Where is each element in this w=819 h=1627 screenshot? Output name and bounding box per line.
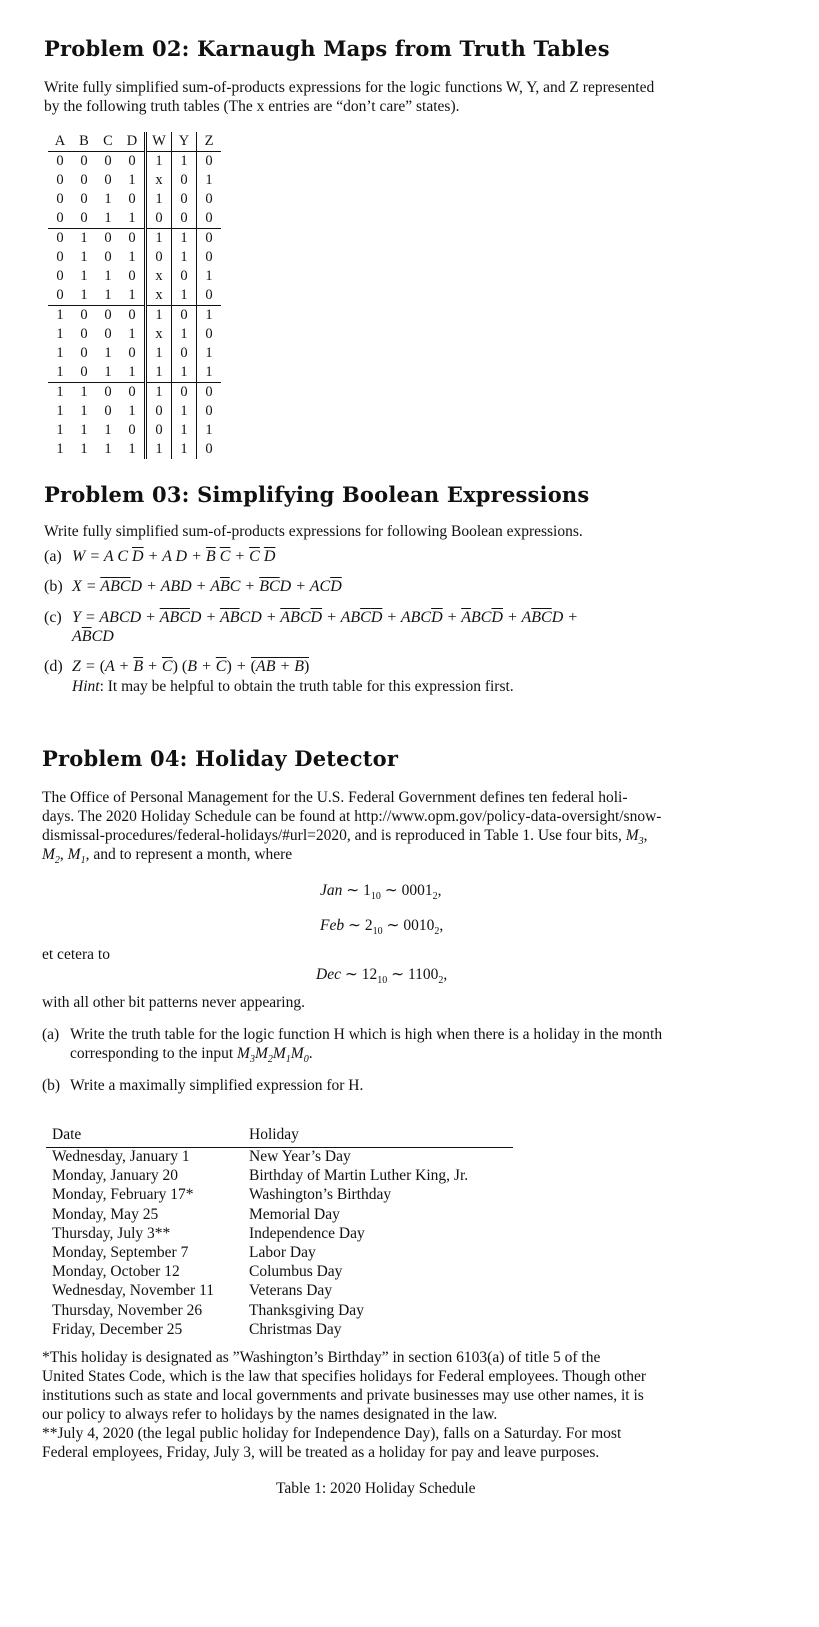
header-cell: Z	[197, 132, 222, 152]
holiday-name: Thanksgiving Day	[249, 1301, 364, 1319]
problem4-item-b	[42, 1076, 363, 1095]
truth-table-cell: 1	[172, 363, 197, 383]
problem4-title: Problem 04: Holiday Detector	[42, 746, 399, 771]
truth-table-cell: 1	[172, 421, 197, 440]
expression-d: $Z = (A + \overline{B} + \overline{C})$ $(B + \overline{C}) + (\overline{AB} + B)$	[72, 658, 310, 675]
header-cell: A	[48, 132, 72, 152]
truth-table-cell: 0	[80, 345, 88, 361]
equation-jan: Jan ∼ $1_{10}$ ∼ $0001_2$,	[320, 882, 442, 903]
eq-month: Dec	[316, 966, 341, 983]
item-label: (c)	[44, 609, 62, 626]
problem4-para-line2: days. The 2020 Holiday Schedule can be found at http://www.opm.gov/policy-data-oversight/snow-	[42, 808, 662, 825]
holiday-name: Columbus Day	[249, 1263, 343, 1281]
footnote-2-line2: Federal employees, Friday, July 3, will be treated as a holiday for pay and leave purposes.	[42, 1444, 600, 1461]
truth-table-row	[48, 344, 221, 363]
problem3-item-c	[44, 608, 578, 628]
problem4-para-line4: $M_2$, $M_1$, and to represent a month, where	[42, 846, 293, 867]
hint-label: Hint	[72, 678, 100, 695]
footnote-2-line1: **July 4, 2020 (the legal public holiday for Independence Day), falls on a Saturday. For most	[42, 1425, 622, 1442]
truth-table-cell: 1	[56, 441, 64, 457]
truth-table-cell: 1	[120, 440, 146, 459]
truth-table-cell: 0	[56, 268, 64, 284]
problem4-item-a-line1	[42, 1025, 662, 1044]
truth-table-cell: 0	[172, 383, 197, 403]
truth-table-cell: 0	[120, 383, 146, 403]
truth-table-cell: 0	[104, 403, 112, 419]
problem3-item-a	[44, 547, 275, 567]
holiday-date: Monday, January 20	[52, 1167, 178, 1185]
truth-table-cell: 0	[172, 306, 197, 326]
truth-table-cell: 0	[205, 249, 213, 265]
truth-table-cell: 1	[104, 364, 112, 380]
item-a-text: Write the truth table for the logic function H which is high when there is a holiday in the month	[70, 1026, 663, 1043]
truth-table-cell: 0	[72, 306, 96, 326]
truth-table-cell: 0	[80, 191, 88, 207]
truth-table-cell: 0	[146, 421, 172, 440]
expression-c: Y = ABCD + $\overline{A}\overline{B}\overline{C}D + \overline{A}\overline{B}CD + \overline{A}\overline{B}C\overline{D} + AB\overline{C}\overline{D} + ABC\overline{D} + \overline{A}BC\overline{D} + A\overline{B}\overline{C}D$ +	[72, 609, 579, 626]
holiday-row	[46, 1167, 513, 1186]
problem3-hint	[72, 677, 514, 697]
header-cell: W	[146, 132, 172, 152]
holiday-date: Wednesday, November 11	[52, 1282, 215, 1300]
truth-table-cell: 0	[56, 210, 64, 226]
truth-table-cell: 1	[56, 422, 64, 438]
item-label: (b)	[44, 578, 63, 595]
eq-bin: 0010	[403, 917, 435, 934]
truth-table-row	[48, 209, 221, 229]
truth-table-cell: 1	[146, 440, 172, 459]
truth-table-cell: 1	[104, 191, 112, 207]
et-cetera: et cetera to	[42, 946, 110, 963]
truth-table-cell: 0	[172, 344, 197, 363]
holiday-name: Veterans Day	[249, 1282, 333, 1300]
truth-table-cell: 0	[120, 421, 146, 440]
truth-table-cell: 0	[205, 403, 213, 419]
holiday-row	[46, 1225, 513, 1244]
truth-table-row	[48, 286, 221, 306]
holiday-date: Thursday, July 3**	[52, 1224, 171, 1242]
holiday-date: Wednesday, January 1	[52, 1148, 190, 1165]
truth-table-cell: 0	[80, 326, 88, 342]
holiday-name: Birthday of Martin Luther King, Jr.	[249, 1167, 469, 1185]
truth-table-cell: 1	[56, 345, 64, 361]
truth-table-cell: 1	[172, 325, 197, 344]
truth-table-cell: 1	[104, 287, 112, 303]
truth-table-cell: 0	[205, 287, 213, 303]
truth-table-cell: 1	[72, 229, 96, 249]
truth-table	[48, 132, 221, 459]
never-appearing: with all other bit patterns never appearing.	[42, 994, 305, 1011]
holiday-row	[46, 1282, 513, 1301]
eq-month: Jan	[320, 882, 343, 899]
truth-table-cell: 0	[197, 383, 222, 403]
truth-table-cell: 0	[56, 287, 64, 303]
truth-table-cell: 1	[146, 306, 172, 326]
truth-table-cell: 1	[104, 422, 112, 438]
truth-table-cell: 0	[172, 267, 197, 286]
truth-table-cell: 1	[80, 287, 88, 303]
truth-table-cell: 0	[205, 153, 213, 169]
truth-table-row	[48, 229, 221, 249]
holiday-date: Monday, October 12	[52, 1263, 180, 1281]
problem2-intro-line1: Write fully simplified sum-of-products expressions for the logic functions W, Y, and Z represented	[44, 79, 655, 96]
truth-table-cell: 1	[120, 325, 146, 344]
truth-table-cell: 0	[146, 248, 172, 267]
truth-table-cell: 0	[80, 172, 88, 188]
para-text: and to represent a month, where	[93, 846, 293, 863]
truth-table-cell: 0	[146, 209, 172, 229]
truth-table-cell: 1	[172, 248, 197, 267]
header-date: Date	[52, 1126, 82, 1143]
bit-m3: $M_3$	[625, 827, 644, 848]
truth-table-cell: x	[146, 171, 172, 190]
truth-table-header	[48, 132, 221, 152]
eq-dec: 1	[363, 882, 371, 899]
header-cell: B	[72, 132, 96, 152]
truth-table-cell: 1	[80, 422, 88, 438]
truth-table-cell: 1	[104, 345, 112, 361]
truth-table-cell: 0	[120, 152, 146, 172]
item-a-text2: corresponding to the input	[70, 1045, 238, 1062]
truth-table-cell: 0	[56, 153, 64, 169]
header-cell: Y	[172, 132, 197, 152]
truth-table-cell: 0	[80, 210, 88, 226]
truth-table-cell: 1	[56, 364, 64, 380]
item-label: (a)	[42, 1026, 60, 1043]
truth-table-cell: 0	[172, 171, 197, 190]
holiday-name: New Year’s Day	[249, 1148, 351, 1165]
truth-table-cell: 0	[172, 190, 197, 209]
truth-table-cell: 0	[104, 326, 112, 342]
footnote-1-line3: institutions such as state and local governments and private businesses may use other names, it is	[42, 1387, 644, 1404]
truth-table-cell: 0	[197, 229, 222, 249]
truth-table-cell: 0	[120, 306, 146, 326]
truth-table-cell: 1	[172, 402, 197, 421]
truth-table-cell: 1	[120, 209, 146, 229]
truth-table-cell: 1	[120, 363, 146, 383]
truth-table-row	[48, 152, 221, 172]
truth-table-cell: 1	[120, 286, 146, 306]
problem3-item-b	[44, 577, 342, 597]
expression-b: $X = \overline{A}\overline{B}\overline{C}D$ + ABD + $A\overline{B}C + \overline{B}\overline{C}D + AC\overline{D}$	[72, 578, 342, 595]
holiday-date: Friday, December 25	[52, 1320, 183, 1338]
holiday-date: Thursday, November 26	[52, 1301, 203, 1319]
truth-table-cell: 1	[146, 229, 172, 249]
truth-table-cell: 0	[120, 267, 146, 286]
truth-table-cell: 0	[104, 153, 112, 169]
holiday-row	[46, 1186, 513, 1205]
truth-table-cell: 1	[146, 344, 172, 363]
truth-table-cell: 0	[56, 249, 64, 265]
problem3-title: Problem 03: Simplifying Boolean Expressions	[44, 482, 590, 507]
truth-table-cell: 0	[120, 344, 146, 363]
problem2-title: Problem 02: Karnaugh Maps from Truth Tables	[44, 36, 610, 61]
truth-table-row	[48, 306, 221, 326]
item-b-text: Write a maximally simplified expression for H.	[70, 1077, 364, 1094]
truth-table-cell: 1	[146, 383, 172, 403]
problem3-item-c-cont	[72, 627, 114, 647]
header-holiday: Holiday	[249, 1126, 299, 1143]
truth-table-cell: 0	[96, 383, 120, 403]
eq-month: Feb	[320, 917, 345, 934]
problem4-para-line3: dismissal-procedures/federal-holidays/#url=2020, and is reproduced in Table 1. Use four bits, $M_3$,	[42, 827, 648, 848]
header-cell: C	[96, 132, 120, 152]
eq-dec: 2	[364, 917, 373, 934]
truth-table-cell: 1	[172, 229, 197, 249]
problem4-para-line1: The Office of Personal Management for the U.S. Federal Government defines ten federal holi-	[42, 789, 628, 806]
problem3-intro: Write fully simplified sum-of-products expressions for following Boolean expressions.	[44, 523, 583, 540]
truth-table-row	[48, 440, 221, 459]
hint-text: : It may be helpful to obtain the truth table for this expression first.	[99, 678, 514, 695]
truth-table-cell: 1	[56, 326, 64, 342]
footnote-1-line1: *This holiday is designated as ”Washington’s Birthday” in section 6103(a) of title 5 of the	[42, 1349, 601, 1366]
truth-table-row	[48, 383, 221, 403]
truth-table-row	[48, 402, 221, 421]
bit-m1: $M_1$	[67, 846, 86, 867]
truth-table-cell: 1	[172, 440, 197, 459]
truth-table-cell: 0	[104, 249, 112, 265]
truth-table-row	[48, 190, 221, 209]
truth-table-cell: 1	[120, 171, 146, 190]
truth-table-cell: 0	[48, 229, 72, 249]
equation-dec: Dec ∼ $12_{10}$ ∼ $1100_2$,	[316, 966, 448, 987]
truth-table-cell: x	[146, 325, 172, 344]
truth-table-cell: 1	[146, 363, 172, 383]
truth-table-cell: 1	[146, 190, 172, 209]
holiday-name: Independence Day	[249, 1224, 365, 1242]
holiday-row	[46, 1321, 513, 1340]
input-bits: $M_3M_2M_1M_0$	[237, 1045, 309, 1066]
truth-table-cell: x	[146, 267, 172, 286]
truth-table-cell: 0	[120, 229, 146, 249]
equation-feb: Feb ∼ $2_{10}$ ∼ $0010_2$,	[320, 917, 444, 938]
truth-table-row	[48, 171, 221, 190]
problem3-item-d	[44, 657, 309, 677]
header-cell: D	[120, 132, 146, 152]
para-text: dismissal-procedures/federal-holidays/#url=2020, and is reproduced in Table 1. Use four bits,	[42, 827, 626, 844]
holiday-name: Washington’s Birthday	[249, 1186, 392, 1204]
eq-dec: 12	[361, 966, 378, 983]
problem2-intro-line2: by the following truth tables (The x entries are “don’t care” states).	[44, 98, 460, 115]
truth-table-cell: 1	[172, 286, 197, 306]
truth-table-cell: 1	[104, 441, 112, 457]
holiday-table-header	[46, 1126, 513, 1148]
item-label: (b)	[42, 1077, 61, 1094]
truth-table-cell: x	[146, 286, 172, 306]
holiday-row	[46, 1206, 513, 1225]
problem4-item-a-line2: corresponding to the input $M_3M_2M_1M_0$.	[70, 1045, 313, 1066]
truth-table-cell: 1	[120, 248, 146, 267]
truth-table-cell: 1	[205, 364, 213, 380]
truth-table-cell: 1	[48, 306, 72, 326]
truth-table-cell: 0	[172, 209, 197, 229]
truth-table-row	[48, 363, 221, 383]
holiday-row	[46, 1244, 513, 1263]
truth-table-row	[48, 421, 221, 440]
holiday-row	[46, 1148, 513, 1167]
holiday-name: Memorial Day	[249, 1205, 340, 1223]
item-label: (d)	[44, 658, 63, 675]
holiday-name: Christmas Day	[249, 1320, 342, 1338]
truth-table-cell: 0	[120, 190, 146, 209]
holiday-date: Monday, May 25	[52, 1205, 159, 1223]
truth-table-cell: 1	[104, 210, 112, 226]
truth-table-cell: 1	[172, 152, 197, 172]
item-label: (a)	[44, 548, 62, 565]
truth-table-cell: 1	[120, 402, 146, 421]
truth-table-cell: 0	[56, 172, 64, 188]
truth-table-cell: 1	[205, 422, 213, 438]
truth-table-cell: 1	[72, 383, 96, 403]
truth-table-row	[48, 267, 221, 286]
truth-table-cell: 1	[205, 345, 213, 361]
truth-table-cell: 1	[197, 306, 222, 326]
truth-table-cell: 1	[80, 268, 88, 284]
truth-table-cell: 0	[205, 210, 213, 226]
truth-table-cell: 1	[56, 403, 64, 419]
truth-table-cell: 1	[80, 441, 88, 457]
holiday-row	[46, 1302, 513, 1321]
truth-table-cell: 1	[80, 249, 88, 265]
bit-m2: $M_2$	[42, 846, 60, 867]
truth-table-row	[48, 248, 221, 267]
eq-bin: 0001	[401, 882, 433, 899]
truth-table-cell: 0	[104, 172, 112, 188]
expression-c-continued: $A\overline{B}CD$	[72, 628, 114, 645]
eq-bin: 1100	[407, 966, 439, 983]
truth-table-cell: 1	[104, 268, 112, 284]
footnote-1-line4: our policy to always refer to holidays by the names designated in the law.	[42, 1406, 498, 1423]
truth-table-cell: 1	[146, 152, 172, 172]
holiday-row	[46, 1263, 513, 1282]
footnote-1-line2: United States Code, which is the law that specifies holidays for Federal employees. Though other	[42, 1368, 647, 1385]
truth-table-cell: 1	[80, 403, 88, 419]
truth-table-cell: 0	[96, 306, 120, 326]
table-caption: Table 1: 2020 Holiday Schedule	[276, 1480, 476, 1497]
holiday-name: Labor Day	[249, 1244, 316, 1261]
truth-table-cell: 0	[56, 191, 64, 207]
expression-a: W = A C $\overline{D} + A$ $D + \overline{B}$ $\overline{C} + \overline{C}$ $\overline{D}$	[72, 548, 276, 565]
truth-table-cell: 0	[96, 229, 120, 249]
truth-table-cell: 0	[80, 364, 88, 380]
holiday-date: Monday, February 17*	[52, 1186, 194, 1204]
truth-table-cell: 0	[80, 153, 88, 169]
truth-table-cell: 0	[205, 191, 213, 207]
truth-table-row	[48, 325, 221, 344]
truth-table-cell: 1	[48, 383, 72, 403]
truth-table-cell: 0	[146, 402, 172, 421]
truth-table-cell: 1	[205, 172, 213, 188]
holiday-date: Monday, September 7	[52, 1244, 189, 1261]
truth-table-cell: 0	[205, 326, 213, 342]
truth-table-cell: 0	[205, 441, 213, 457]
truth-table-cell: 1	[205, 268, 213, 284]
